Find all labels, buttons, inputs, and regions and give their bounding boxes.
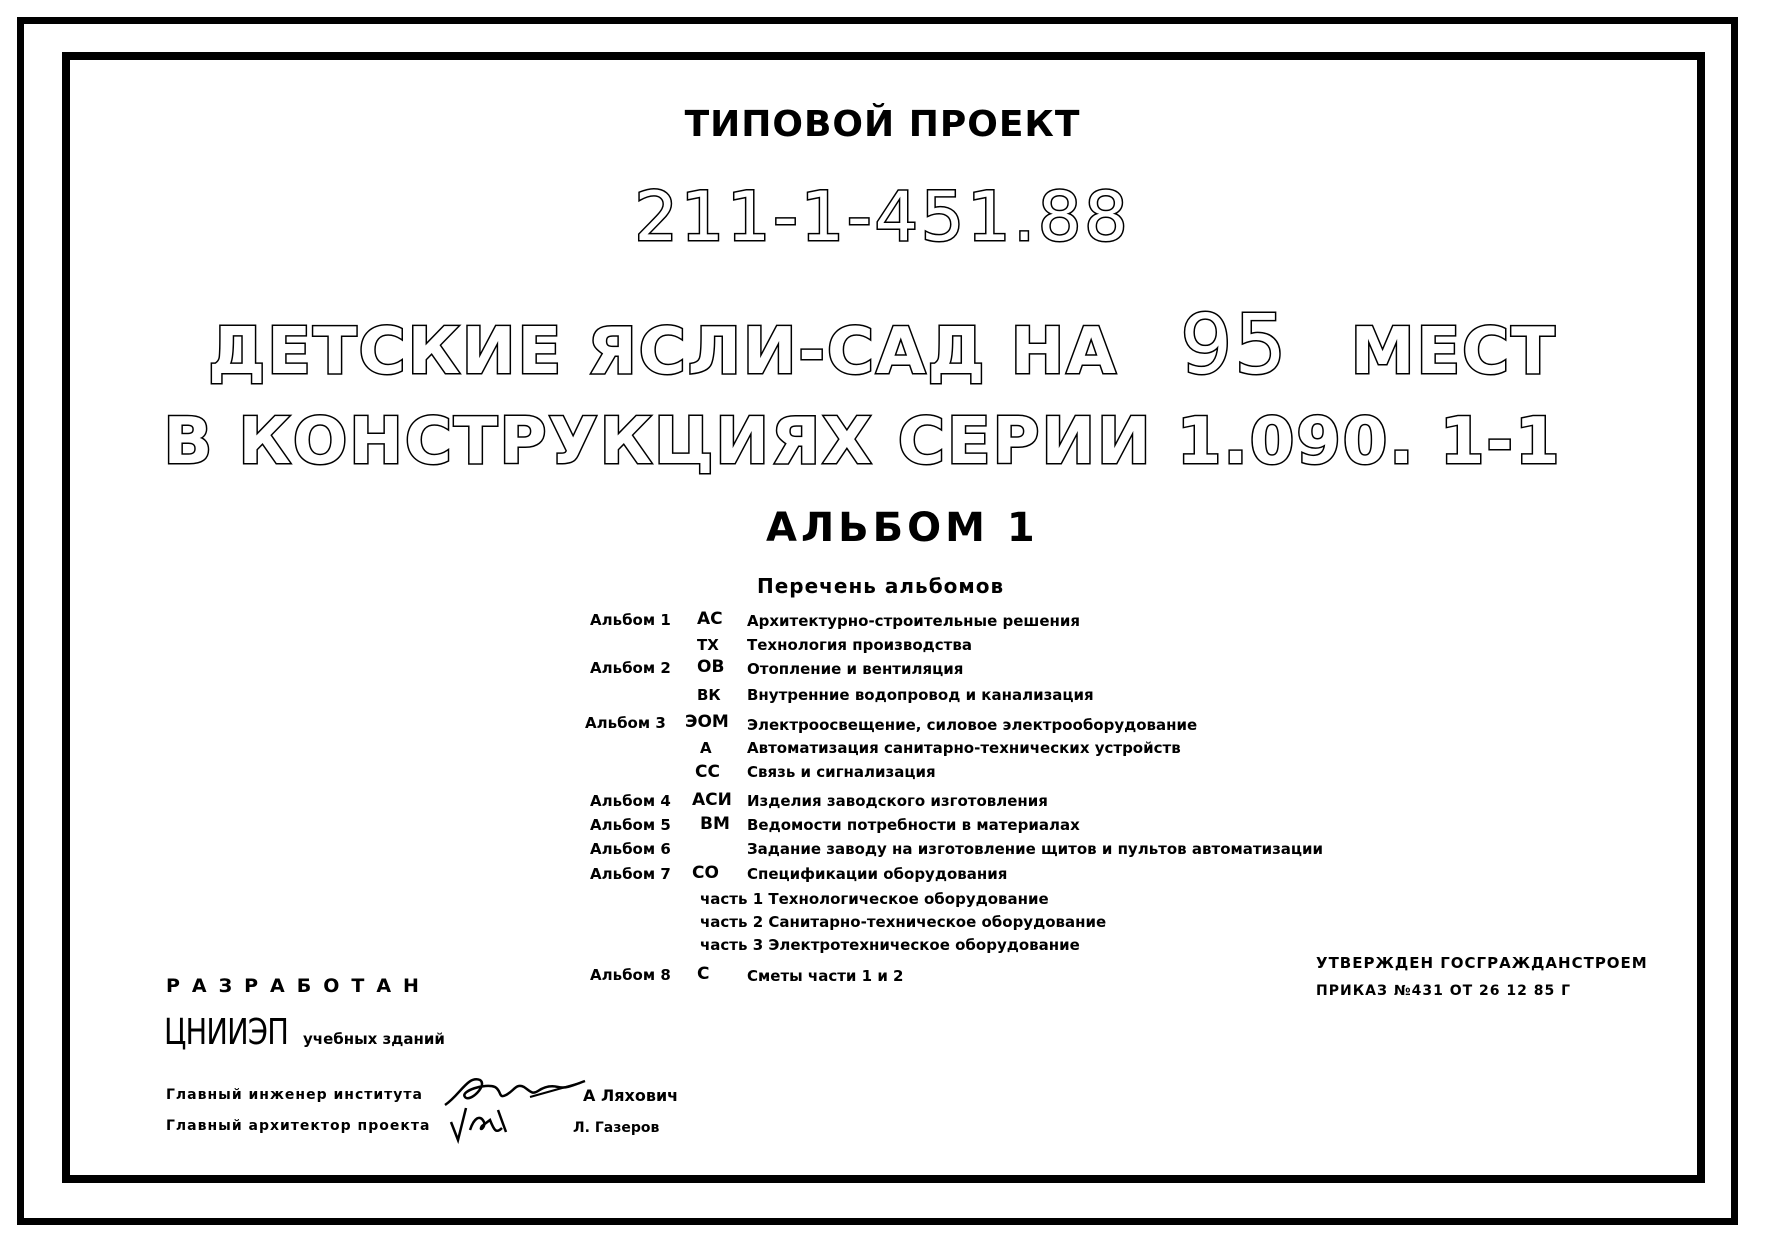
list-album: Альбом 6 xyxy=(590,840,671,858)
title-line-1-b: МЕСТ xyxy=(1350,315,1557,389)
album-number: АЛЬБОМ 1 xyxy=(766,505,1039,551)
list-code: АСИ xyxy=(692,790,732,810)
title-line-1-a: ДЕТСКИЕ ЯСЛИ-САД НА xyxy=(208,315,1118,389)
approval-line-1: УТВЕРЖДЕН ГОСГРАЖДАНСТРОЕМ xyxy=(1316,954,1648,972)
list-code: А xyxy=(700,739,712,757)
title-line-1 xyxy=(0,298,1765,393)
chief-engineer-role: Главный инженер института xyxy=(166,1087,423,1103)
list-desc: Автоматизация санитарно-технических устройств xyxy=(747,739,1181,757)
chief-architect-signature xyxy=(448,1100,518,1145)
list-desc: Задание заводу на изготовление щитов и пультов автоматизации xyxy=(747,840,1324,858)
chief-architect-name: Л. Газеров xyxy=(573,1120,660,1136)
list-desc: Связь и сигнализация xyxy=(747,763,936,781)
list-desc: часть 3 Электротехническое оборудование xyxy=(700,936,1080,954)
project-type: ТИПОВОЙ ПРОЕКТ xyxy=(684,104,1081,145)
developer-label: РАЗРАБОТАН xyxy=(166,975,431,997)
approval-line-2: ПРИКАЗ №431 ОТ 26 12 85 Г xyxy=(1316,983,1572,999)
list-code: ВМ xyxy=(700,814,730,834)
list-code: ОВ xyxy=(697,657,725,677)
list-desc: часть 1 Технологическое оборудование xyxy=(700,890,1049,908)
list-desc: Технология производства xyxy=(747,636,972,654)
list-album: Альбом 3 xyxy=(585,714,666,732)
list-album: Альбом 1 xyxy=(590,611,671,629)
list-code: С xyxy=(697,964,710,984)
list-code: ТХ xyxy=(697,636,719,654)
list-album: Альбом 5 xyxy=(590,816,671,834)
developer-org-suffix: учебных зданий xyxy=(303,1030,445,1048)
list-desc: часть 2 Санитарно-техническое оборудование xyxy=(700,913,1107,931)
developer-org: ЦНИИЭП xyxy=(164,1012,289,1053)
albums-list-heading: Перечень альбомов xyxy=(757,574,1005,598)
list-desc: Внутренние водопровод и канализация xyxy=(747,686,1094,704)
list-desc: Отопление и вентиляция xyxy=(747,660,964,678)
list-desc: Изделия заводского изготовления xyxy=(747,792,1048,810)
title-line-2: В КОНСТРУКЦИЯХ СЕРИИ 1.090. 1-1 xyxy=(163,405,1562,479)
title-places-count: 95 xyxy=(1180,298,1289,393)
chief-engineer-name: А Ляхович xyxy=(583,1086,679,1105)
list-desc: Ведомости потребности в материалах xyxy=(747,816,1080,834)
list-desc: Спецификации оборудования xyxy=(747,865,1008,883)
list-album: Альбом 4 xyxy=(590,792,671,810)
list-code: СС xyxy=(695,762,720,782)
chief-architect-role: Главный архитектор проекта xyxy=(166,1118,431,1134)
list-desc: Электроосвещение, силовое электрооборудование xyxy=(747,716,1198,734)
list-album: Альбом 2 xyxy=(590,659,671,677)
list-album: Альбом 7 xyxy=(590,865,671,883)
list-desc: Сметы части 1 и 2 xyxy=(747,967,904,985)
list-album: Альбом 8 xyxy=(590,966,671,984)
project-number: 211-1-451.88 xyxy=(634,178,1131,257)
list-desc: Архитектурно-строительные решения xyxy=(747,612,1081,630)
list-code: СО xyxy=(692,863,719,883)
list-code: АС xyxy=(697,609,723,629)
list-code: ВК xyxy=(697,686,721,704)
list-code: ЭОМ xyxy=(685,712,729,732)
